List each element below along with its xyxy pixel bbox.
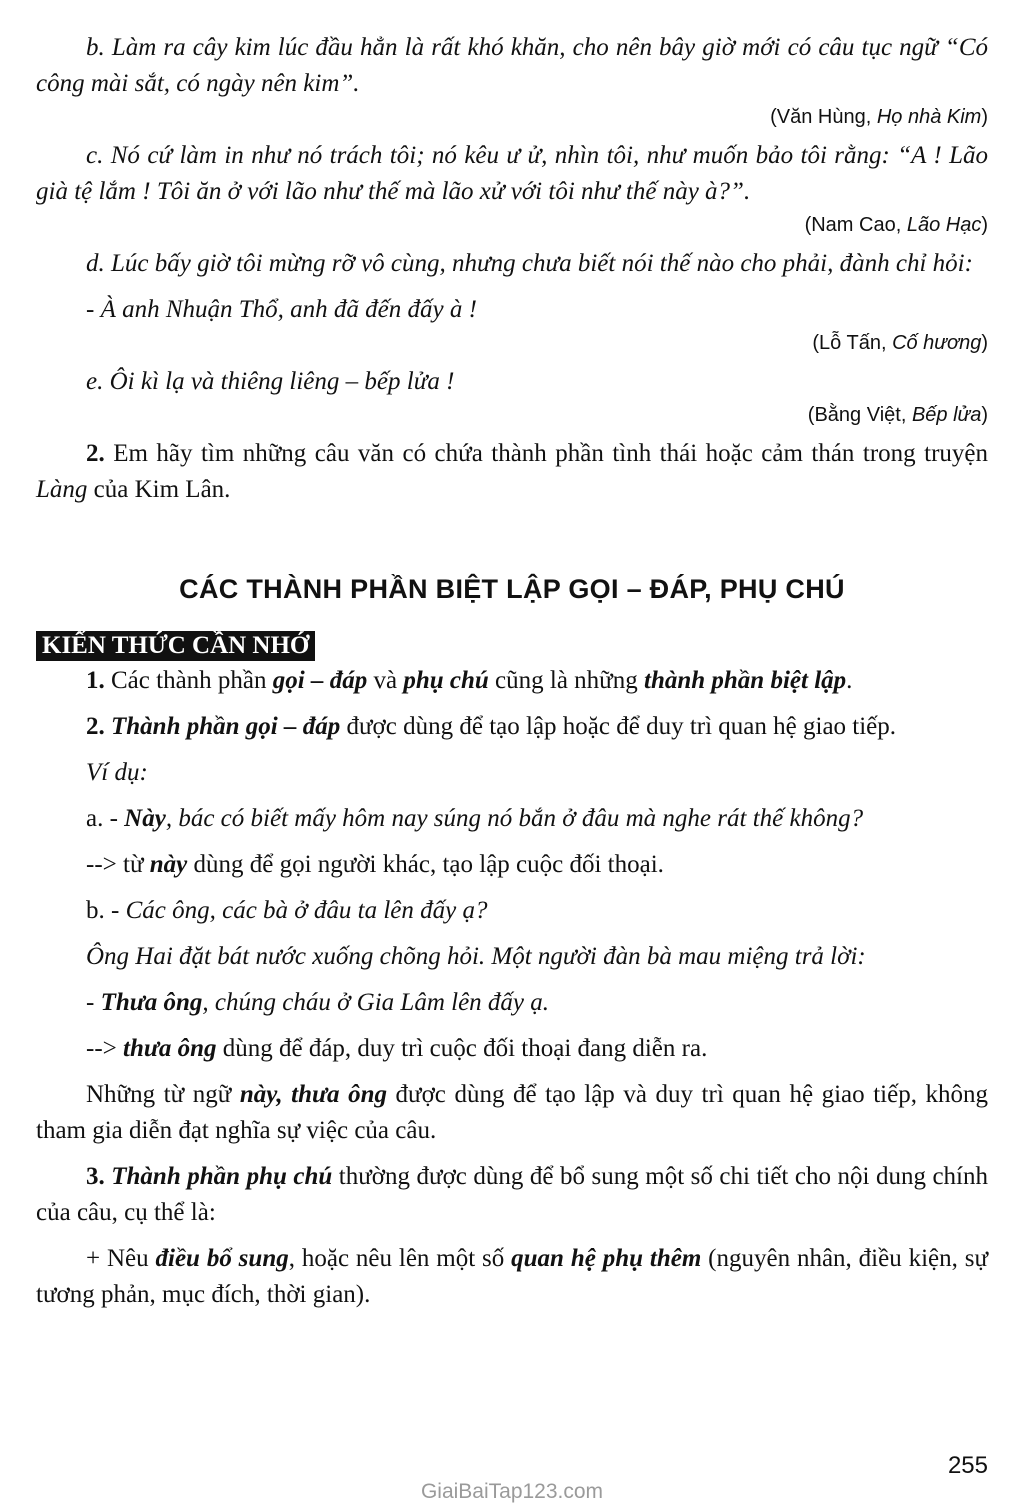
knowledge-1 xyxy=(36,663,988,699)
text: cũng là những xyxy=(488,667,644,694)
text: + Nêu xyxy=(86,1245,156,1272)
knowledge-3-item xyxy=(36,1241,988,1313)
story-title: Làng xyxy=(36,476,88,503)
knowledge-3 xyxy=(36,1159,988,1231)
term: này xyxy=(149,851,188,878)
text: được dùng để tạo lập hoặc để duy trì quan hệ giao tiếp. xyxy=(340,713,897,740)
example-e-source xyxy=(36,402,988,428)
text: dùng để gọi người khác, tạo lập cuộc đối thoại. xyxy=(187,851,664,878)
example-d-source xyxy=(36,330,988,356)
watermark: GiaiBaiTap123.com xyxy=(420,1480,604,1503)
source-title: Họ nhà Kim xyxy=(876,106,982,128)
text: , hoặc nêu lên một số xyxy=(288,1245,512,1272)
source-author: (Văn Hùng, xyxy=(770,106,877,128)
text: --> từ xyxy=(86,851,150,878)
term: phụ chú xyxy=(403,667,489,694)
example-b-narration: Ông Hai đặt bát nước xuống chõng hỏi. Một người đàn bà mau miệng trả lời: xyxy=(86,943,866,970)
term: thành phần biệt lập xyxy=(644,667,847,694)
section-title: CÁC THÀNH PHẦN BIỆT LẬP GỌI – ĐÁP, PHỤ CHÚ xyxy=(179,574,845,604)
text: được dùng để tạo lập và duy trì quan hệ giao tiếp, không tham gia diễn đạt nghĩa sự việc của câu. xyxy=(36,1081,988,1144)
text: (nguyên nhân, điều kiện, sự tương phản, mục đích, thời gian). xyxy=(36,1245,989,1308)
text: và xyxy=(367,667,404,694)
source-author: (Nam Cao, xyxy=(804,214,907,236)
text: b. - xyxy=(86,897,126,924)
term: Thành phần gọi – đáp xyxy=(104,713,341,740)
term: quan hệ phụ thêm xyxy=(511,1245,702,1272)
source-author: (Lỗ Tấn, xyxy=(812,332,893,354)
text: Những từ ngữ xyxy=(86,1081,240,1108)
text: dùng để đáp, duy trì cuộc đối thoại đang diễn ra. xyxy=(216,1035,708,1062)
text: thường được dùng để bổ sung một số chi tiết cho nội dung chính của câu, cụ thể là: xyxy=(36,1163,988,1226)
knowledge-badge: KIẾN THỨC CẦN NHỚ xyxy=(36,631,315,661)
item-number: 2. xyxy=(86,713,105,740)
example-b-note xyxy=(36,1031,988,1067)
example-e-text: e. Ôi kì lạ và thiêng liêng – bếp lửa ! xyxy=(86,368,455,395)
source-title: Bếp lửa xyxy=(911,404,982,426)
page-content xyxy=(36,30,988,1313)
term: Thưa ông xyxy=(100,989,203,1016)
exercise-number: 2. xyxy=(86,440,105,467)
text: , chúng cháu ở Gia Lâm lên đấy ạ. xyxy=(202,989,550,1016)
source-close: ) xyxy=(981,332,988,354)
text: . xyxy=(846,667,853,694)
example-d-text: d. Lúc bấy giờ tôi mừng rỡ vô cùng, nhưng chưa biết nói thế nào cho phải, đành chỉ hỏi: xyxy=(86,250,973,277)
knowledge-2-summary xyxy=(36,1077,988,1149)
source-title: Cố hương xyxy=(892,332,982,354)
example-label: Ví dụ: xyxy=(86,759,148,786)
example-b-text: b. Làm ra cây kim lúc đầu hẳn là rất khó khăn, cho nên bây giờ mới có câu tục ngữ “Có công mài sắt, có ngày nên kim”. xyxy=(36,34,988,97)
source-author: (Bằng Việt, xyxy=(807,404,912,426)
example-b xyxy=(36,893,988,929)
source-close: ) xyxy=(981,214,988,236)
term: này, thưa ông xyxy=(239,1081,387,1108)
text: --> xyxy=(86,1035,123,1062)
source-close: ) xyxy=(981,106,988,128)
page-number: 255 xyxy=(947,1452,988,1479)
text: a. - xyxy=(86,805,125,832)
term: Này xyxy=(124,805,166,832)
example-a xyxy=(36,801,988,837)
source-close: ) xyxy=(981,404,988,426)
term: Thành phần phụ chú xyxy=(104,1163,333,1190)
source-title: Lão Hạc xyxy=(906,214,982,236)
term: thưa ông xyxy=(123,1035,217,1062)
example-b-source xyxy=(36,104,988,130)
term: gọi – đáp xyxy=(272,667,368,694)
item-number: 1. xyxy=(86,667,105,694)
text: Các thành phần xyxy=(104,667,273,694)
example-c-source xyxy=(36,212,988,238)
text: Các ông, các bà ở đâu ta lên đấy ạ? xyxy=(125,897,488,924)
example-a-note xyxy=(36,847,988,883)
knowledge-2 xyxy=(36,709,988,745)
exercise-text: của Kim Lân. xyxy=(87,476,231,503)
example-c-text: c. Nó cứ làm in như nó trách tôi; nó kêu ư ử, nhìn tôi, như muốn bảo tôi rằng: “A ! Lão già tệ lắm ! Tôi ăn ở với lão như thế mà lão xử với tôi như thế này à?”. xyxy=(36,142,988,205)
text: - xyxy=(86,989,101,1016)
term: điều bổ sung xyxy=(155,1245,289,1272)
exercise-text: Em hãy tìm những câu văn có chứa thành phần tình thái hoặc cảm thán trong truyện xyxy=(104,440,988,467)
example-b-reply xyxy=(36,985,988,1021)
item-number: 3. xyxy=(86,1163,105,1190)
exercise-2 xyxy=(36,436,988,508)
text: , bác có biết mấy hôm nay súng nó bắn ở đâu mà nghe rát thế không? xyxy=(165,805,864,832)
example-d-quote: - À anh Nhuận Thổ, anh đã đến đấy à ! xyxy=(86,296,477,323)
